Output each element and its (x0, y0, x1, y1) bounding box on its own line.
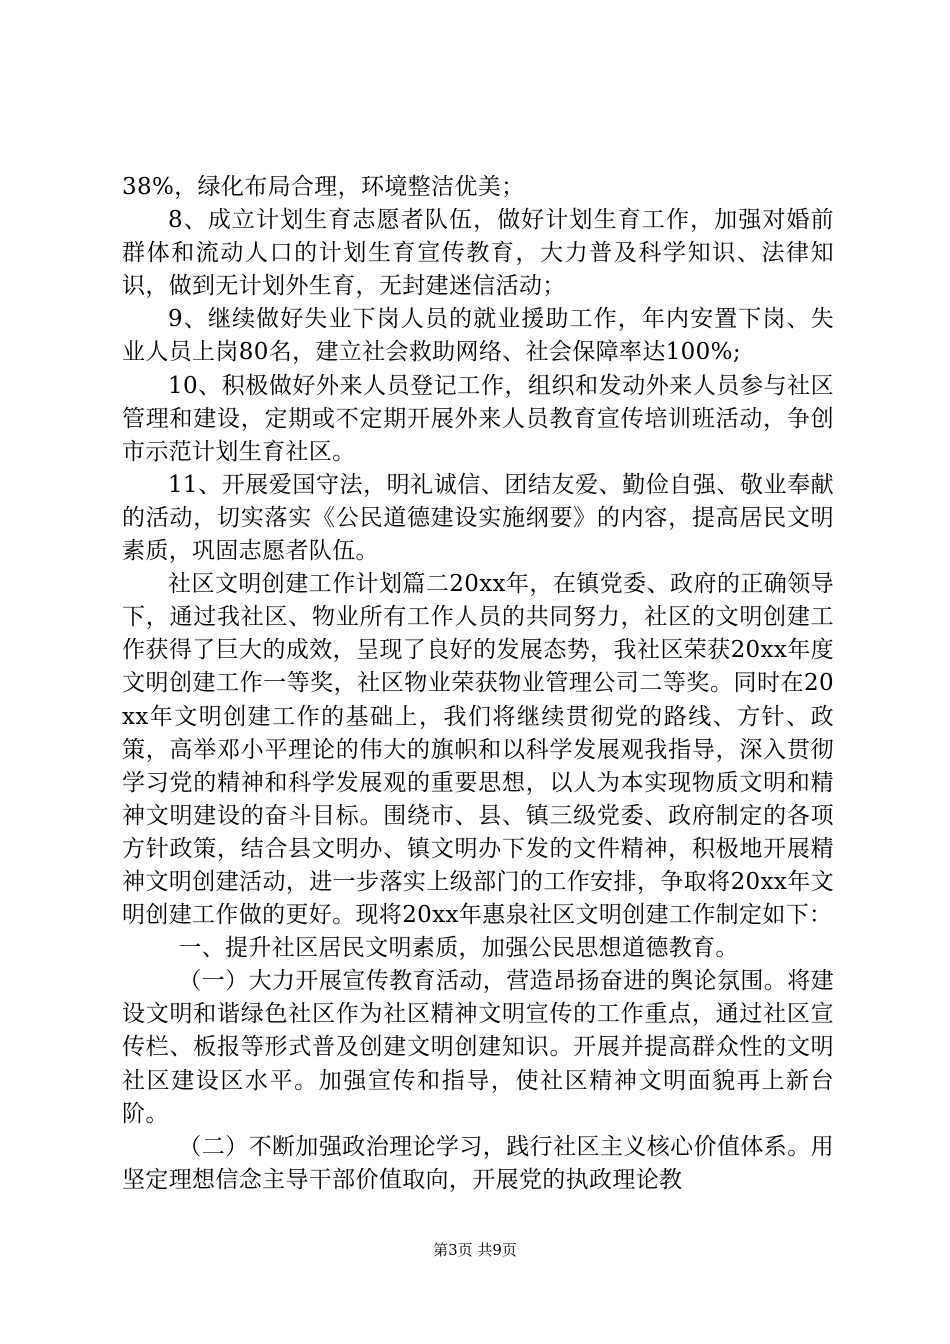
document-body (122, 171, 834, 1197)
paragraph-item-8: 8、成立计划生育志愿者队伍，做好计划生育工作，加强对婚前群体和流动人口的计划生育宣传教育，大力普及科学知识、法律知识，做到无计划外生育，无封建迷信活动； (122, 207, 834, 300)
paragraph-continuation: 38%，绿化布局合理，环境整洁优美； (122, 174, 525, 200)
paragraph-item-11: 11、开展爱国守法，明礼诚信、团结友爱、勤俭自强、敬业奉献的活动，切实落实《公民道德建设实施纲要》的内容，提高居民文明素质，巩固志愿者队伍。 (122, 471, 834, 565)
page-footer (0, 1240, 950, 1260)
page-number: 第3页 共9页 (433, 1241, 517, 1259)
paragraph-item-9: 9、继续做好失业下岗人员的就业援助工作，年内安置下岗、失业人员上岗80名，建立社会救助网络、社会保障率达100%; (122, 306, 834, 366)
paragraph-subsection-2: （二）不断加强政治理论学习，践行社区主义核心价值体系。用坚定理想信念主导干部价值取向，开展党的执政理论教 (122, 1133, 834, 1193)
section-heading-1: 一、提升社区居民文明素质，加强公民思想道德教育。 (178, 935, 739, 962)
paragraph-plan-part-two: 社区文明创建工作计划篇二20xx年，在镇党委、政府的正确领导下，通过我社区、物业所有工作人员的共同努力，社区的文明创建工作获得了巨大的成效，呈现了良好的发展态势，我社区荣获20xx年度文明创建工作一等奖，社区物业荣获物业管理公司二等奖。同时在20xx年文明创建工作的基础上，我们将继续贯彻党的路线、方针、政策，高举邓小平理论的伟大的旗帜和以科学发展观我指导，深入贯彻学习党的精神和科学发展观的重要思想，以人为本实现物质文明和精神文明建设的奋斗目标。围绕市、县、镇三级党委、政府制定的各项方针政策，结合县文明办、镇文明办下发的文件精神，积极地开展精神文明创建活动，进一步落实上级部门的工作安排，争取将20xx年文明创建工作做的更好。现将20xx年惠泉社区文明创建工作制定如下： (122, 571, 834, 929)
paragraph-item-10: 10、积极做好外来人员登记工作，组织和发动外来人员参与社区管理和建设，定期或不定期开展外来人员教育宣传培训班活动，争创市示范计划生育社区。 (122, 372, 834, 465)
paragraph-subsection-1: （一）大力开展宣传教育活动，营造昂扬奋进的舆论氛围。将建设文明和谐绿色社区作为社区精神文明宣传的工作重点，通过社区宣传栏、板报等形式普及创建文明创建知识。开展并提高群众性的文明社区建设区水平。加强宣传和指导，使社区精神文明面貌再上新台阶。 (122, 968, 834, 1127)
